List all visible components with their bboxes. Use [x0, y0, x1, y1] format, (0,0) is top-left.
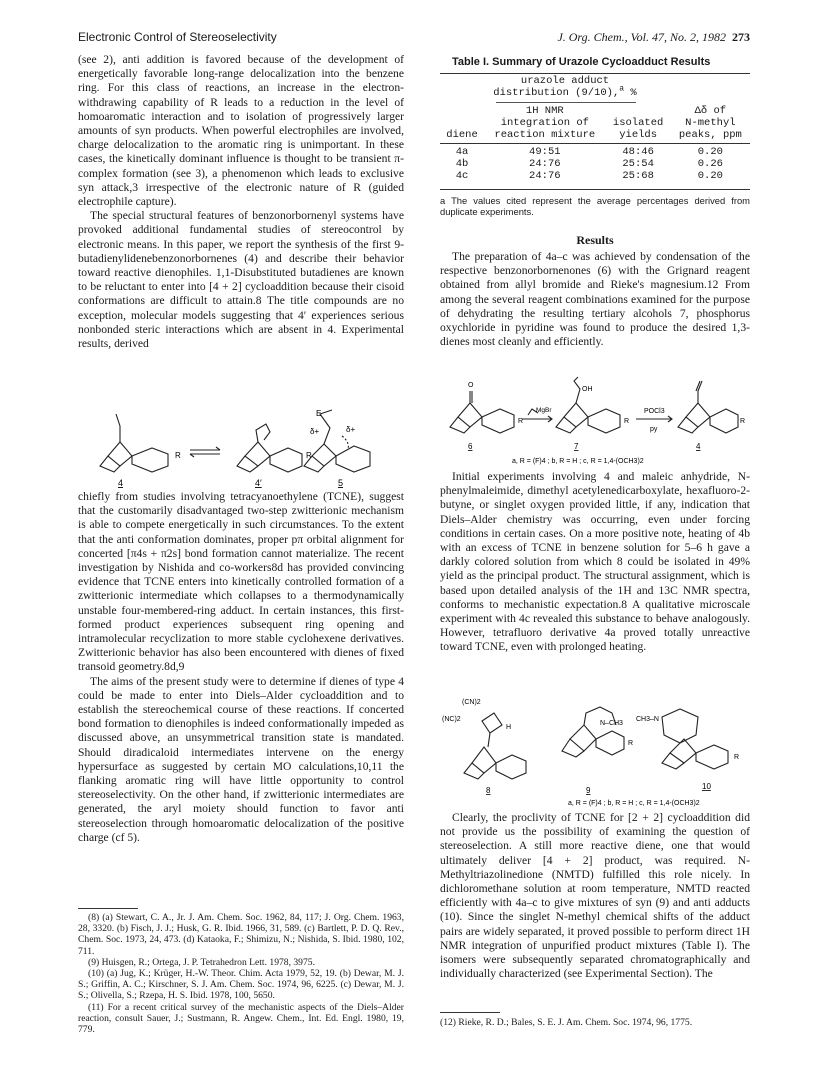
r-label: R: [306, 451, 312, 460]
r-label: R: [734, 754, 740, 761]
group-header-text: distribution (9/10),: [493, 87, 620, 99]
r-label: R: [175, 451, 181, 460]
footnote-rule: [440, 1012, 500, 1013]
paragraph: The preparation of 4a–c was achieved by condensation of the respective benzonorbornenones (6) with the Grignard reagent obtained from allyl bromide and Rieke's magnesium.12 From among the several reagent combinations examined for the purpose of dehydrating the resulting tertiary alcohols 7, phosphorus oxychloride in pyridine was found to produce the desired 1,3-dienes most cleanly and efficiently.: [440, 250, 750, 349]
table-group-header: [490, 75, 640, 99]
table-footnote: a The values cited represent the average percentages derived from duplicate experiments.: [440, 195, 750, 218]
reagent-label: POCl3: [644, 408, 665, 415]
section-heading-results: Results: [576, 233, 614, 247]
paragraph: (see 2), anti addition is favored because of the development of energetically favorable long-range delocalization into the benzene ring. For this class of reactions, an increase in the electron-withdrawing capability of R leads to a reduction in the level of homoaromatic interaction and to isolation of progressively larger amounts of syn products. When powerful electrophiles are involved, charge delocalization to the aromatic ring is unimportant. In these cases, the kinetically dominant influence is thought to be transient π-complex formation (see 3), a phenomenon which leads to exclusive syn attack,3 irrespective of the electronic nature of R (guided electrophile capture).: [78, 53, 404, 209]
cell-isolated: 25:68: [622, 170, 654, 182]
cell-delta: 0.20: [697, 146, 723, 158]
footnote: (9) Huisgen, R.; Ortega, J. P. Tetrahedron Lett. 1978, 3975.: [88, 956, 315, 968]
footnote-right: (12) Rieke, R. D.; Bales, S. E. J. Am. Chem. Soc. 1974, 96, 1775.: [440, 1017, 693, 1028]
compound-label: 10: [702, 782, 711, 791]
col-header-line: isolated: [612, 117, 664, 129]
paragraph: Clearly, the proclivity of TCNE for [2 + 2] cycloaddition did not provide us the possibility of examining the question of stereoselection. A still more reactive diene, one that would ultimately deliver [4 + 2] product, was required. N-Methyltriazolinedione (NMTD) fulfilled this role nicely. In dichloromethane solution at room temperature, NMTD reacted efficiently with 4a–c to give mixtures of syn (9) and anti adducts (10). Since the singlet N-methyl chemical shifts of the adduct pairs are widely separated, it proved possible to perform direct 1H NMR integration of unpurified product mixtures (Table I). The isomers were subsequently separated chromatographically and individually characterized (see Experimental Section). The: [440, 811, 750, 981]
paragraph: The special structural features of benzonorbornenyl systems have provoked additional fundamental studies of stereocontrol by electronic means. In this paper, we report the synthesis of the first 9-butadienylidenebenzonorbornenes (4) and describe their behavior toward reactive dienophiles. 1,1-Disubstituted butadienes are known to be reluctant to enter into [4 + 2] cycloaddition because their cisoid conformations are difficult to attain.8 The title compounds are no exception, molecular models suggesting that 4′ experiences serious nonbonded steric interactions which are absent in 4. Experimental results, derived: [78, 209, 404, 351]
results-paragraph-block: [440, 250, 750, 349]
col-header-isolated: [606, 105, 671, 141]
cell-nmr: 24:76: [529, 158, 561, 170]
e-label: E: [316, 409, 322, 418]
scheme-structures-4-5: [80, 406, 400, 488]
col-header-line: 1H NMR: [525, 105, 564, 117]
substituent-caption: a, R = (F)4 ; b, R = H ; c, R = 1,4-(OCH3)2: [512, 458, 644, 465]
table-title: Table I. Summary of Urazole Cycloadduct Results: [452, 56, 711, 68]
col-header-line: reaction mixture: [494, 129, 596, 141]
table-row: [440, 170, 750, 182]
group-header-unit: %: [624, 87, 637, 99]
table-header-row: [440, 105, 750, 141]
table-row: [440, 146, 750, 158]
footnote: (8) (a) Stewart, C. A., Jr. J. Am. Chem. Soc. 1962, 84, 117; J. Org. Chem. 1963, 28, 3320. (b) Fisch, J. J.; Husk, G. R. Ibid. 1966, 31, 589. (c) Bartlett, P. D. Q. Rev., Chem. Soc. 1973, 24, 473. (d) Kataoka, F.; Shimizu, N.; Nishida, S. Ibid. 1980, 102, 711.: [78, 912, 404, 957]
cell-diene: 4a: [455, 146, 469, 158]
footnotes-left: [78, 912, 404, 1035]
col-header-delta: [671, 105, 750, 141]
footnote-mark: a: [619, 84, 625, 94]
table-row: [440, 158, 750, 170]
cell-isolated: 25:54: [622, 158, 654, 170]
left-column-top: [78, 53, 404, 351]
solvent-label: py: [650, 426, 658, 433]
cell-delta: 0.26: [697, 158, 723, 170]
footnote-rule: [78, 908, 138, 909]
r-label: R: [740, 418, 746, 425]
compound-label: 4: [118, 478, 124, 488]
footnote: (10) (a) Jug, K.; Krüger, H.-W. Theor. Chim. Acta 1979, 52, 19. (b) Dewar, M. J. S.; Griffin, A. C.; Kirschner, S. J. Am. Chem. Soc. 1974, 96, 6225. (c) Dewar, M. J. S.; Olivella, S.; Rzepa, H. S. Ibid. 1978, 100, 5650.: [78, 968, 404, 1002]
col-header-line: integration of: [500, 117, 589, 129]
compound-label: 6: [468, 442, 473, 451]
group-rule: [496, 102, 636, 103]
cell-isolated: 48:46: [622, 146, 654, 158]
compound-label: 4′: [255, 478, 262, 488]
right-column-middle: [440, 470, 750, 655]
r-label: R: [518, 418, 524, 425]
oh-label: OH: [582, 386, 593, 393]
col-header-line: N-methyl: [685, 117, 736, 129]
paragraph: The aims of the present study were to determine if dienes of type 4 could be made to enter into Diels–Alder cycloaddition and to establish the stereochemical course of these reactions. If concerted bond formation to dienophiles is indeed conformationally impeded as discussed above, an unsymmetrical transition state is mandated. Should diradicaloid intermediates intervene on the energy hypersurface as suggested by certain MO calculations,10,11 the flanking aromatic ring will have little opportunity to control stereoselectivity. On the other hand, if zwitterionic intermediates are generated, the aryl moiety should function to favor anti stereoselection through homoaromatic delocalization of the positive charge (cf 5).: [78, 674, 404, 844]
left-column-bottom: [78, 490, 404, 845]
substituent-caption: a, R = (F)4 ; b, R = H ; c, R = 1,4-(OCH3)2: [568, 800, 700, 807]
paragraph: Initial experiments involving 4 and maleic anhydride, N-phenylmaleimide, dimethyl acetylenedicarboxylate, hexafluoro-2-butyne, or singlet oxygen provided little, if any, indication that Diels–Alder chemistry was occurring, even under forcing conditions in certain cases. On a more positive note, heating of 4b with an excess of TCNE in benzene solution for 5–6 h gave a darkly colored solution from which 8 could be isolated in 49% yield as the principal product. The structural assignment, which is based upon detailed analysis of the 1H and 13C NMR spectra, conforms to mechanistic expectation.8 A qualitative microscale experiment with 4c revealed this substance to behave analogously. However, tetrafluoro derivative 4a proved totally unreactive toward TCNE, even with prolonged heating.: [440, 470, 750, 654]
col-header-nmr: [484, 105, 605, 141]
cyano-label: (NC)2: [442, 716, 461, 723]
col-header-line: yields: [619, 129, 658, 141]
table-header-rule: [440, 143, 750, 144]
delta-plus-label: δ+: [310, 427, 320, 436]
col-header-diene: diene: [446, 129, 478, 141]
compound-label: 4: [696, 442, 701, 451]
right-column-bottom: [440, 811, 750, 981]
oxo-label: O: [468, 382, 474, 389]
group-header-line: [490, 84, 640, 99]
col-header-line: peaks, ppm: [678, 129, 742, 141]
cell-nmr: 49:51: [529, 146, 561, 158]
n-methyl-label: CH3–N: [636, 716, 659, 723]
col-header-line: Δδ of: [694, 105, 727, 117]
table-top-rule: [440, 73, 750, 74]
running-header-left: Electronic Control of Stereoselectivity: [78, 30, 277, 44]
journal-citation: J. Org. Chem., Vol. 47, No. 2, 1982: [557, 30, 726, 44]
table-bottom-rule: [440, 189, 750, 190]
compound-label: 8: [486, 786, 491, 795]
delta-plus-label: δ+: [346, 425, 356, 434]
cell-nmr: 24:76: [529, 170, 561, 182]
grignard-label: MgBr: [536, 407, 552, 414]
cyano-label: (CN)2: [462, 699, 481, 706]
footnote: (11) For a recent critical survey of the mechanistic aspects of the Diels–Alder reaction, consult Sauer, J.; Sustmann, R. Angew. Chem., Int. Ed. Engl. 1980, 19, 779.: [78, 1001, 404, 1036]
r-label: R: [628, 740, 634, 747]
running-header-right: [512, 30, 750, 45]
compound-label: 7: [574, 442, 579, 451]
results-table: [440, 105, 750, 182]
page-number: 273: [732, 30, 750, 44]
group-header-line: urazole adduct: [520, 75, 610, 87]
paragraph: chiefly from studies involving tetracyanoethylene (TCNE), suggest that the customarily disadvantaged two-step zwitterionic mechanism is able to compete energetically in such circumstances. To the extent that the anti conformation dominates, proper pπ orbital alignment for concerted [π4s + π2s] bond formation cannot materialize. The recent investigation by Nishida and co-workers8d has provided convincing evidence that TCNE enters into kinetically controlled formation of a zwitterionic intermediate which collapses to a thermodynamically unstable four-membered-ring adduct. In certain instances, this first-formed product experiences subsequent ring opening and intramolecular recyclization to more stable cyclohexene derivatives. Zwitterionic behavior has also been encountered with dienes of fixed transoid geometry.8d,9: [78, 490, 404, 674]
compound-label: 5: [338, 478, 344, 488]
scheme-synthesis-6-7-4: [440, 375, 750, 465]
r-label: R: [624, 418, 630, 425]
cell-diene: 4c: [455, 170, 469, 182]
compound-label: 9: [586, 786, 591, 795]
cell-delta: 0.20: [697, 170, 723, 182]
h-label: H: [506, 724, 512, 731]
cell-diene: 4b: [455, 158, 469, 170]
scheme-adducts-8-9-10: [440, 695, 750, 807]
n-methyl-label: N–CH3: [600, 720, 623, 727]
